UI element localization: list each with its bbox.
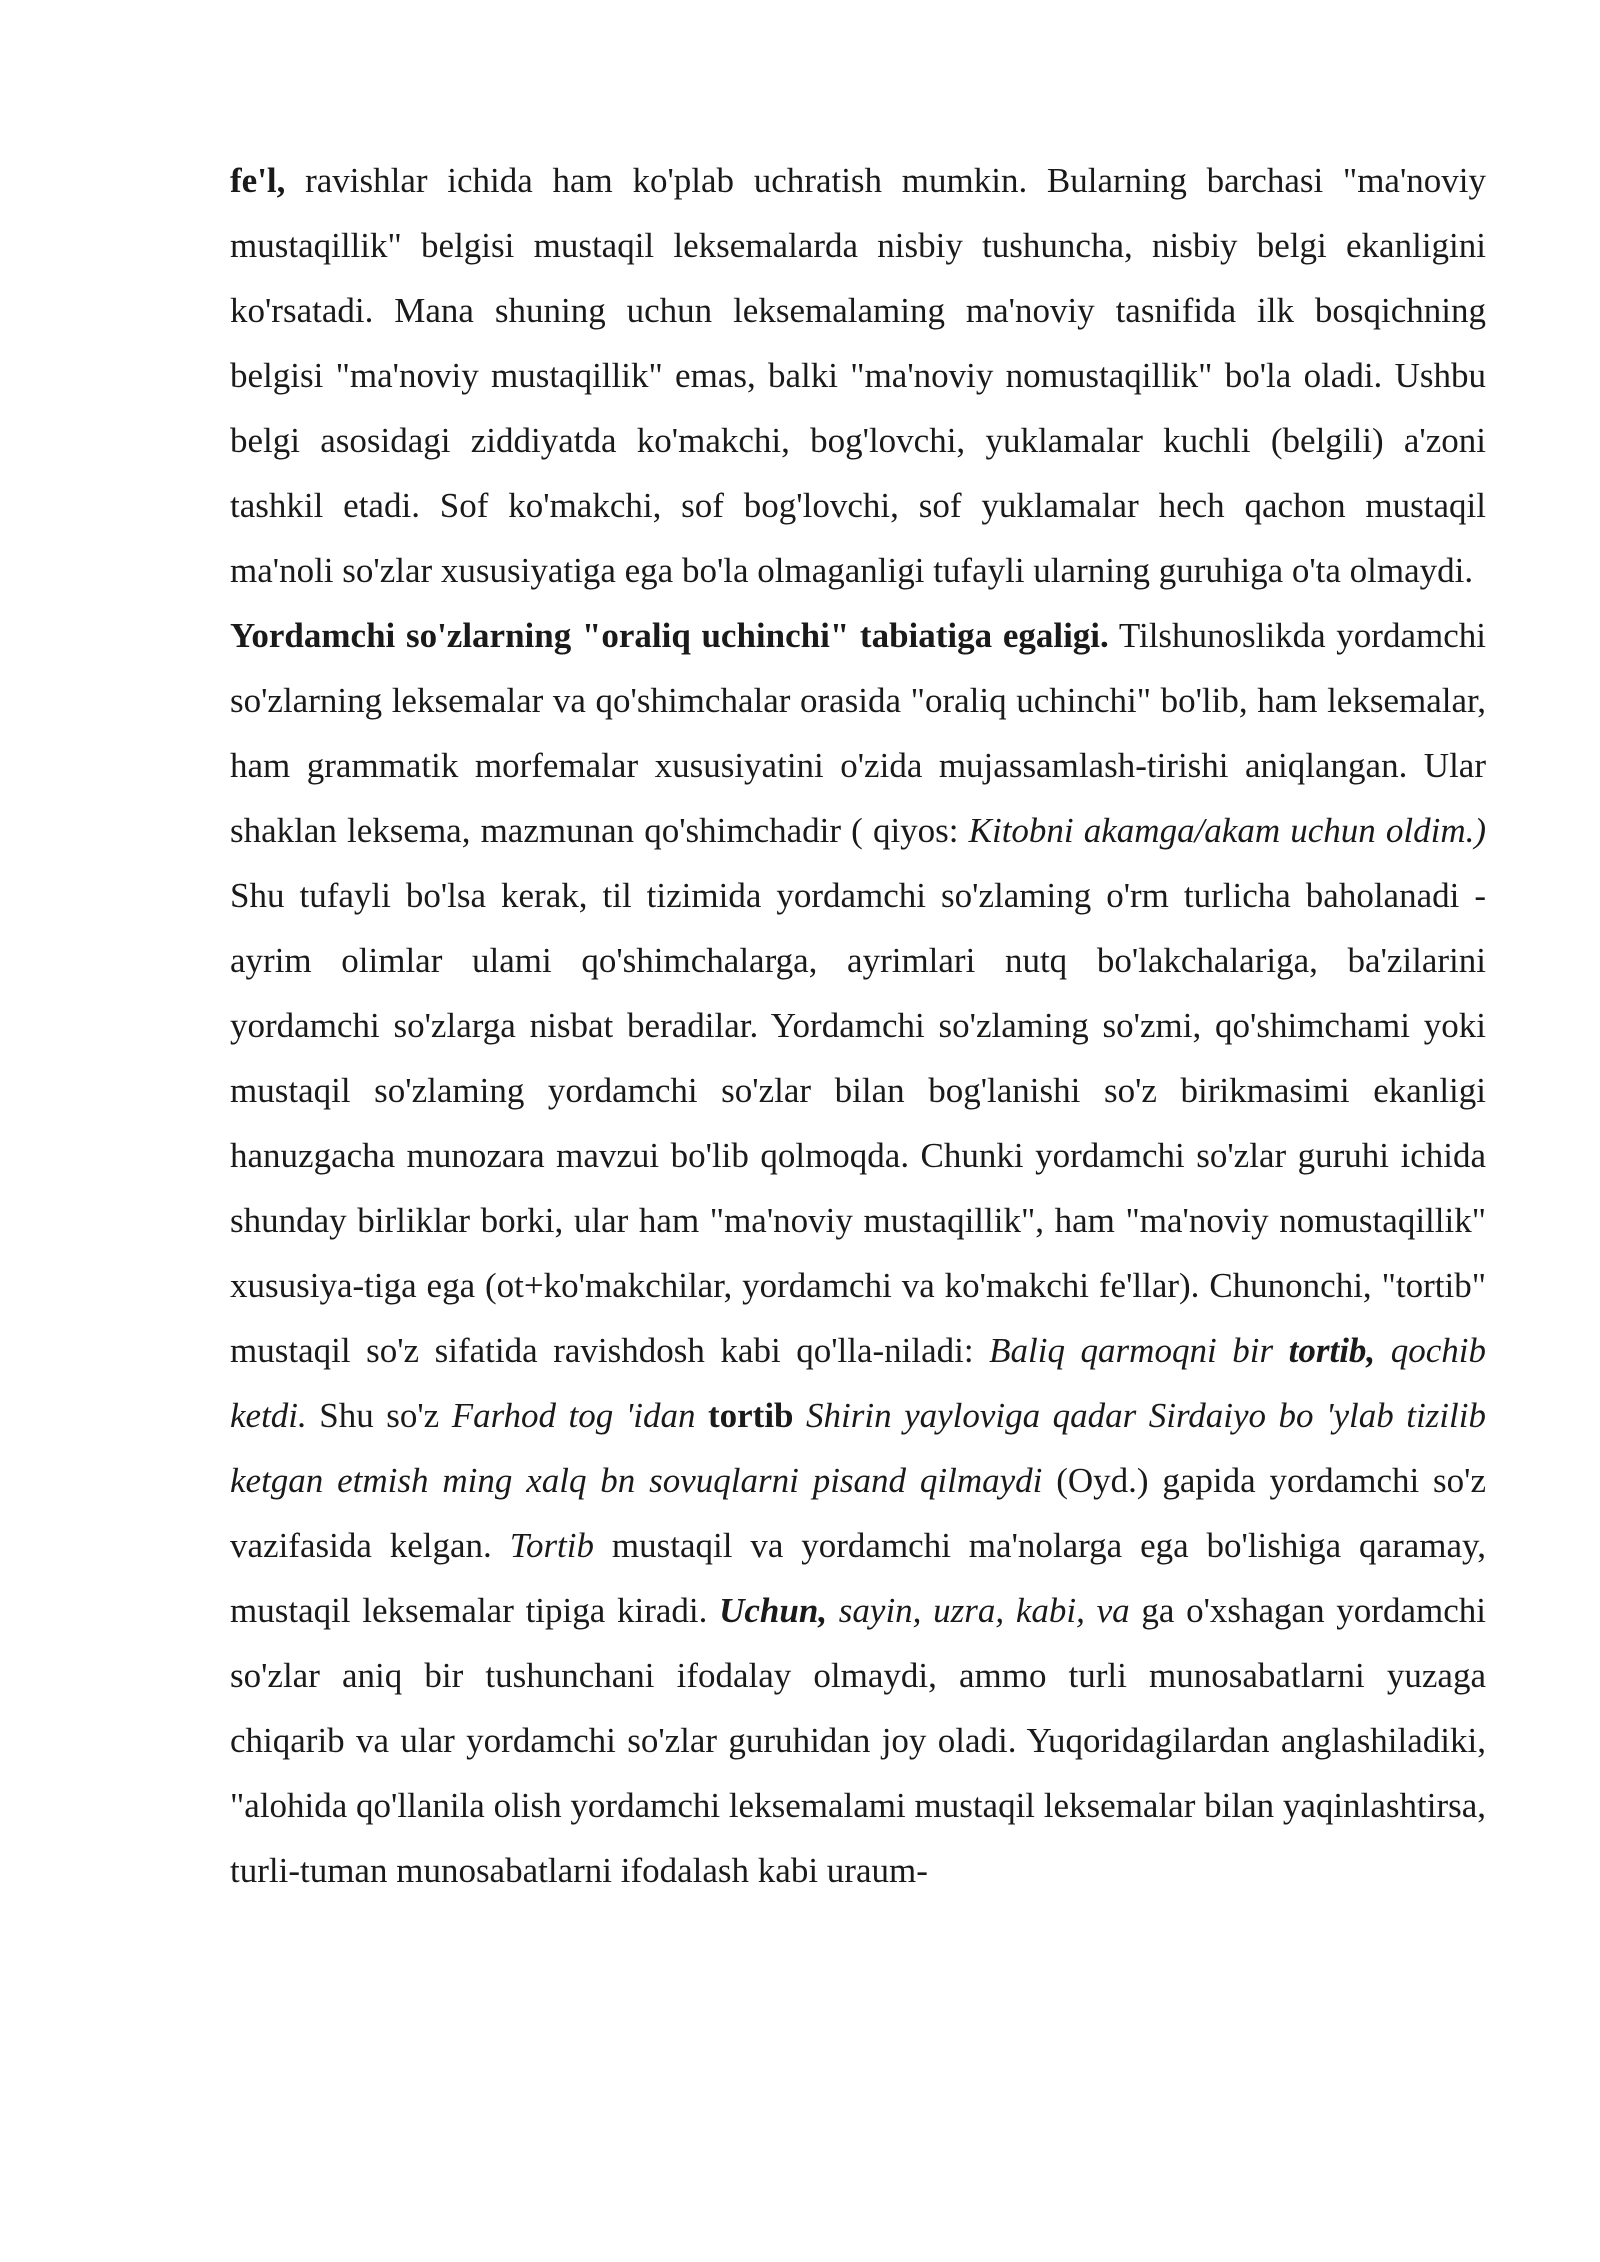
example-2-keyword: tortib, bbox=[1288, 1331, 1376, 1370]
section-heading: Yordamchi so'zlarning "oraliq uchinchi" tabiatiga egaligi. bbox=[230, 616, 1109, 655]
example-3-start: Farhod tog 'idan bbox=[451, 1396, 708, 1435]
paragraph-2-text-3: Shu so'z bbox=[306, 1396, 452, 1435]
document-page bbox=[230, 148, 1486, 1903]
example-2-start: Baliq qarmoqni bir bbox=[989, 1331, 1289, 1370]
paragraph-2-text-2: Shu tufayli bo'lsa kerak, til tizimida yordamchi so'zlaming o'rm turlicha baholanadi - ayrim olimlar ulami qo'shimchalarga, ayrimlari nutq bo'lakchalariga, ba'zilarini yordamchi so'zlarga nisbat beradilar. Yordamchi so'zlaming so'zmi, qo'shimchami yoki mustaqil so'zlaming yordamchi so'zlar bilan bog'lanishi so'z birikmasimi ekanligi hanuzgacha munozara mavzui bo'lib qolmoqda. Chunki yordamchi so'zlar guruhi ichida shunday birliklar borki, ular ham "ma'noviy mustaqillik", ham "ma'noviy nomustaqillik" xususiya-tiga ega (ot+ko'makchilar, yordamchi va ko'makchi fe'llar). Chunonchi, "tortib" mustaqil so'z sifatida ravishdosh kabi qo'lla-niladi: bbox=[230, 876, 1486, 1370]
lead-word: fe'l, bbox=[230, 161, 286, 200]
paragraph-2-text-6: ga o'xshagan yordamchi so'zlar aniq bir tushunchani ifodalay olmaydi, ammo turli munosabatlarni yuzaga chiqarib va ular yordamchi so'zlar guruhidan joy oladi. Yuqoridagilardan anglashiladiki, "alohida qo'llanila olish yordamchi leksemalami mustaqil leksemalar bilan yaqinlashtirsa, turli-tuman munosabatlarni ifodalash kabi uraum- bbox=[230, 1591, 1486, 1890]
paragraph-1 bbox=[230, 148, 1486, 603]
example-2-end: qochib ketdi. bbox=[230, 1331, 1487, 1435]
paragraph-1-text: ravishlar ichida ham ko'plab uchratish mumkin. Bularning barchasi "ma'noviy mustaqillik" belgisi mustaqil leksemalarda nisbiy tushuncha, nisbiy belgi ekanligini ko'rsatadi. Mana shuning uchun leksemalaming ma'noviy tasnifida ilk bosqichning belgisi "ma'noviy mustaqillik" emas, balki "ma'noviy nomustaqillik" bo'la oladi. Ushbu belgi asosidagi ziddiyatda ko'makchi, bog'lovchi, yuklamalar kuchli (belgili) a'zoni tashkil etadi. Sof ko'makchi, sof bog'lovchi, sof yuklamalar hech qachon mustaqil ma'noli so'zlar xususiyatiga ega bo'la olmaganligi tufayli ularning guruhiga o'ta olmaydi. bbox=[230, 161, 1486, 590]
paragraph-2 bbox=[230, 603, 1486, 1903]
example-3-keyword: tortib bbox=[707, 1396, 794, 1435]
example-1: Kitobni akamga/akam uchun oldim.) bbox=[968, 811, 1486, 850]
paragraph-2-text-1: Tilshunoslikda yordamchi so'zlarning leksemalar va qo'shimchalar orasida "oraliq uchinchi" bo'lib, ham leksemalar, ham grammatik morfemalar xususiyatini o'zida mujassamlash-tirishi aniqlangan. Ular shaklan leksema, mazmunan qo'shimchadir ( qiyos: bbox=[230, 616, 1486, 850]
term-tortib: Tortib bbox=[509, 1526, 595, 1565]
term-list: sayin, uzra, kabi, va bbox=[827, 1591, 1130, 1630]
example-3-end: Shirin yayloviga qadar Sirdaiyo bo 'ylab tizilib ketgan etmish ming xalq bn sovuqlarni pisand qilmaydi bbox=[230, 1396, 1486, 1500]
paragraph-2-text-4: (Oyd.) gapida yordamchi so'z vazifasida kelgan. bbox=[230, 1461, 1487, 1565]
paragraph-2-text-5: mustaqil va yordamchi ma'nolarga ega bo'lishiga qaramay, mustaqil leksemalar tipiga kiradi. bbox=[230, 1526, 1487, 1630]
term-uchun: Uchun, bbox=[719, 1591, 828, 1630]
